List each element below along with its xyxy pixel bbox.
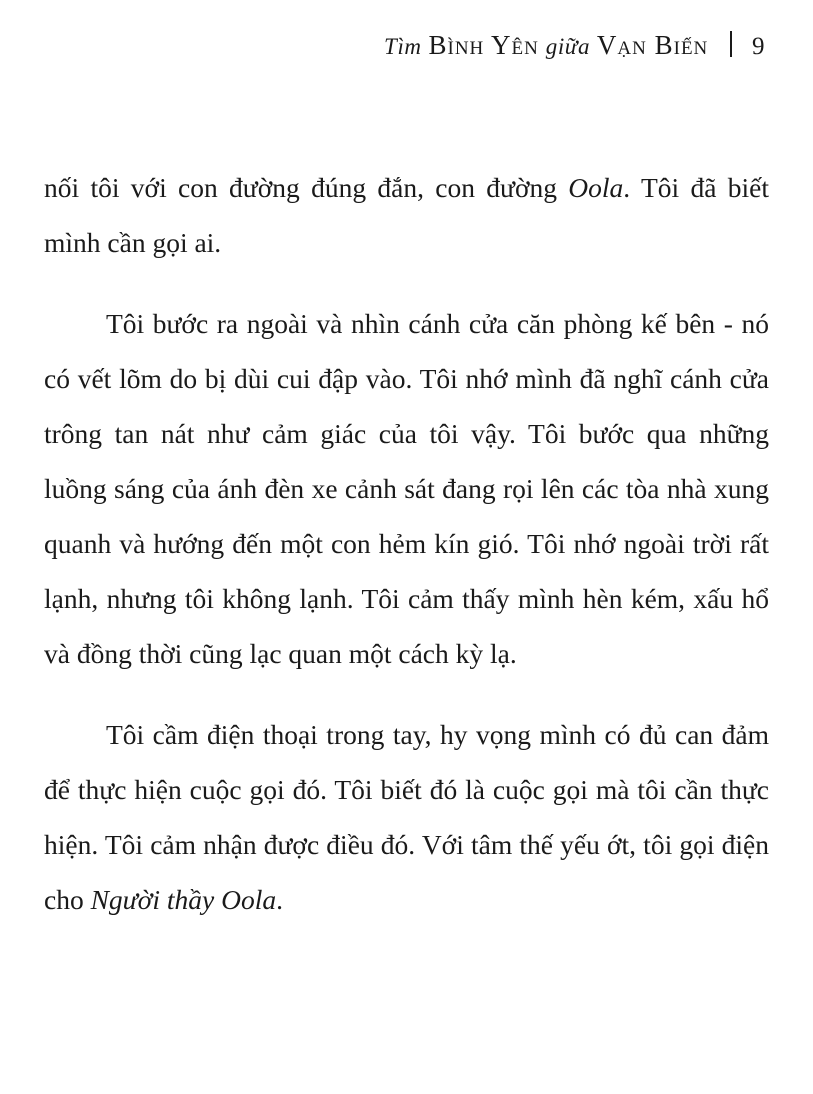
emphasis-text: Người thầy Oola [90, 884, 277, 915]
body-text: . Tôi đã biết mình cần gọi ai. [44, 172, 769, 258]
body-text: nối tôi với con đường đúng đắn, con đường [44, 172, 569, 203]
running-head-title-part-2: Bình Yên [428, 30, 539, 60]
page-number: 9 [752, 33, 765, 60]
paragraph-spacer [44, 681, 769, 707]
emphasis-text: Oola [568, 172, 624, 203]
running-head-title-part-1: Tìm [384, 34, 422, 59]
body-text: . [276, 884, 283, 915]
running-head-title [384, 30, 765, 61]
page-body [44, 160, 769, 927]
body-text: Tôi bước ra ngoài và nhìn cánh cửa căn phòng kế bên - nó có vết lõm do bị dùi cui đập vào. Tôi nhớ mình đã nghĩ cánh cửa trông tan nát như cảm giác của tôi vậy. Tôi bước qua những luồng sáng của ánh đèn xe cảnh sát đang rọi lên các tòa nhà xung quanh và hướng đến một con hẻm kín gió. Tôi nhớ ngoài trời rất lạnh, nhưng tôi không lạnh. Tôi cảm thấy mình hèn kém, xấu hổ và đồng thời cũng lạc quan một cách kỳ lạ. [44, 308, 769, 669]
paragraph-spacer [44, 270, 769, 296]
paragraph-2 [44, 296, 769, 681]
running-head [44, 30, 769, 86]
running-head-divider [730, 31, 732, 57]
paragraph-3 [44, 707, 769, 927]
running-head-title-part-4: Vạn Biến [596, 30, 709, 60]
body-text: Tôi cầm điện thoại trong tay, hy vọng mình có đủ can đảm để thực hiện cuộc gọi đó. Tôi biết đó là cuộc gọi mà tôi cần thực hiện. Tôi cảm nhận được điều đó. Với tâm thế yếu ớt, tôi gọi điện cho [44, 719, 769, 915]
running-head-title-part-3: giữa [545, 34, 591, 59]
paragraph-1 [44, 160, 769, 270]
